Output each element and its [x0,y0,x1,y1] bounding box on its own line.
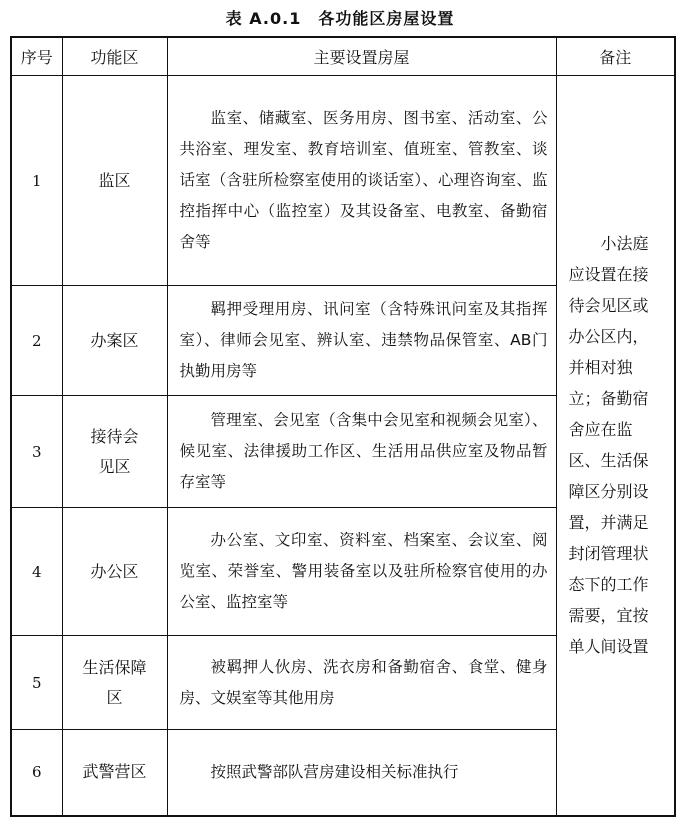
rooms-text: 被羁押人伙房、洗衣房和备勤宿舍、食堂、健身房、文娱室等其他用房 [179,657,548,707]
header-area: 功能区 [62,37,167,76]
table-header-row [11,37,675,76]
table-title: 表 A.0.1 各功能区房屋设置 [225,9,455,28]
rooms-text: 羁押受理用房、讯问室（含特殊讯问室及其指挥室）、律师会见室、辨认室、违禁物品保管室、AB门执勤用房等 [179,300,548,380]
row-rooms [167,396,556,508]
row-rooms [167,730,556,816]
header-rooms: 主要设置房屋 [167,37,556,76]
table-row [11,76,675,286]
row-rooms [167,286,556,396]
row-seq: 3 [11,396,62,508]
row-area: 接待会见区 [62,396,167,508]
row-rooms [167,76,556,286]
header-note: 备注 [556,37,675,76]
row-rooms [167,508,556,636]
remark-cell [556,76,675,816]
row-seq: 1 [11,76,62,286]
row-area: 办案区 [62,286,167,396]
row-rooms [167,636,556,730]
row-seq: 4 [11,508,62,636]
rooms-text: 办公室、文印室、资料室、档案室、会议室、阅览室、荣誉室、警用装备室以及驻所检察官使用的办公室、监控室等 [179,531,548,611]
row-area: 监区 [62,76,167,286]
function-area-table [10,36,676,817]
row-area: 生活保障区 [62,636,167,730]
row-seq: 2 [11,286,62,396]
row-seq: 5 [11,636,62,730]
rooms-text: 监室、储藏室、医务用房、图书室、活动室、公共浴室、理发室、教育培训室、值班室、管教室、谈话室（含驻所检察室使用的谈话室）、心理咨询室、监控指挥中心（监控室）及其设备室、电教室、备勤宿舍等 [179,109,548,251]
rooms-text: 管理室、会见室（含集中会见室和视频会见室）、候见室、法律援助工作区、生活用品供应室及物品暂存室等 [179,411,548,491]
row-area: 办公区 [62,508,167,636]
row-seq: 6 [11,730,62,816]
header-seq: 序号 [11,37,62,76]
remark-text: 小法庭应设置在接待会见区或办公区内，并相对独立；备勤宿舍应在监区、生活保障区分别设置，并满足封闭管理状态下的工作需要，宜按单人间设置 [568,234,649,657]
rooms-text: 按照武警部队营房建设相关标准执行 [210,762,459,781]
row-area: 武警营区 [62,730,167,816]
